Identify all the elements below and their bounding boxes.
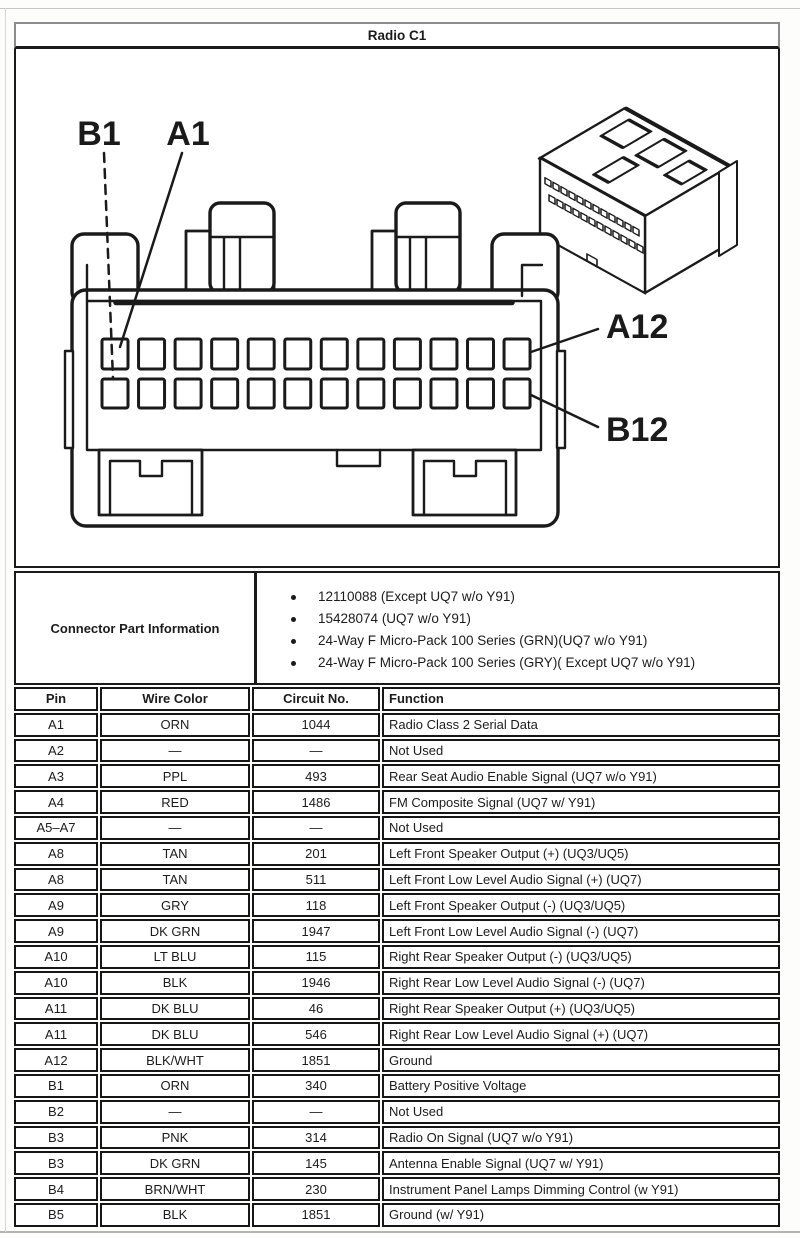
cell-function: Left Front Low Level Audio Signal (+) (UQ7) bbox=[382, 868, 780, 892]
cell-color: — bbox=[100, 1100, 250, 1124]
cell-circuit: 46 bbox=[252, 997, 380, 1021]
table-row bbox=[14, 1048, 780, 1072]
cell-pin: A10 bbox=[14, 971, 98, 995]
cell-circuit: 115 bbox=[252, 945, 380, 969]
cell-color: ORN bbox=[100, 713, 250, 737]
cell-circuit: 1946 bbox=[252, 971, 380, 995]
cell-function: Right Rear Low Level Audio Signal (+) (UQ7) bbox=[382, 1022, 780, 1046]
cell-color: BLK bbox=[100, 1203, 250, 1227]
cell-function: Not Used bbox=[382, 1100, 780, 1124]
cell-circuit: 1486 bbox=[252, 790, 380, 814]
latch-post-2 bbox=[396, 203, 460, 293]
table-row bbox=[14, 713, 780, 737]
cell-pin: A2 bbox=[14, 739, 98, 763]
cell-color: PNK bbox=[100, 1126, 250, 1150]
end-bracket-3d bbox=[719, 161, 737, 256]
cell-circuit: 1851 bbox=[252, 1048, 380, 1072]
cell-pin: B3 bbox=[14, 1151, 98, 1175]
table-row bbox=[14, 997, 780, 1021]
cell-pin: A11 bbox=[14, 1022, 98, 1046]
col-header-circuit: Circuit No. bbox=[252, 687, 380, 711]
cell-function: Not Used bbox=[382, 739, 780, 763]
left-side-step bbox=[65, 351, 73, 448]
connector-diagram-panel bbox=[14, 49, 780, 568]
cell-circuit: — bbox=[252, 739, 380, 763]
cell-pin: A11 bbox=[14, 997, 98, 1021]
cell-circuit: 314 bbox=[252, 1126, 380, 1150]
col-header-function: Function bbox=[382, 687, 780, 711]
cell-color: PPL bbox=[100, 764, 250, 788]
table-header-row bbox=[14, 687, 780, 711]
cell-circuit: 145 bbox=[252, 1151, 380, 1175]
part-info-text: 24-Way F Micro-Pack 100 Series (GRY)( Except UQ7 w/o Y91) bbox=[318, 655, 696, 670]
bottom-tab-right bbox=[413, 450, 516, 515]
table-row bbox=[14, 842, 780, 866]
table-row bbox=[14, 816, 780, 840]
connector-diagram bbox=[16, 49, 778, 564]
page-title: Radio C1 bbox=[367, 27, 427, 43]
cell-color: — bbox=[100, 739, 250, 763]
cell-function: Right Rear Speaker Output (+) (UQ3/UQ5) bbox=[382, 997, 780, 1021]
part-info-item bbox=[291, 586, 772, 608]
cell-color: DK GRN bbox=[100, 1151, 250, 1175]
table-row bbox=[14, 1203, 780, 1227]
label-a1: A1 bbox=[166, 115, 210, 153]
cell-circuit: 511 bbox=[252, 868, 380, 892]
cell-circuit: — bbox=[252, 1100, 380, 1124]
right-side-step bbox=[557, 351, 565, 448]
cell-color: BLK/WHT bbox=[100, 1048, 250, 1072]
page-edge-line-top bbox=[0, 8, 800, 9]
cell-pin: A4 bbox=[14, 790, 98, 814]
bullet-icon bbox=[291, 617, 296, 622]
cell-function: Not Used bbox=[382, 816, 780, 840]
part-info-text: 12110088 (Except UQ7 w/o Y91) bbox=[318, 589, 515, 604]
col-header-color: Wire Color bbox=[100, 687, 250, 711]
table-row bbox=[14, 764, 780, 788]
cell-pin: B3 bbox=[14, 1126, 98, 1150]
connector-part-info-section bbox=[14, 571, 780, 685]
bottom-tab-left bbox=[99, 450, 202, 515]
cell-function: Instrument Panel Lamps Dimming Control (w Y91) bbox=[382, 1177, 780, 1201]
part-info-text: 24-Way F Micro-Pack 100 Series (GRN)(UQ7 w/o Y91) bbox=[318, 633, 648, 648]
cell-pin: A5–A7 bbox=[14, 816, 98, 840]
cell-color: TAN bbox=[100, 868, 250, 892]
cell-pin: A8 bbox=[14, 868, 98, 892]
cell-color: DK GRN bbox=[100, 919, 250, 943]
cell-pin: B2 bbox=[14, 1100, 98, 1124]
latch-post-1 bbox=[210, 203, 274, 293]
title-bar bbox=[14, 22, 780, 49]
page-edge-line-bottom bbox=[0, 1231, 800, 1233]
cell-color: GRY bbox=[100, 893, 250, 917]
cell-circuit: 1851 bbox=[252, 1203, 380, 1227]
table-row bbox=[14, 1100, 780, 1124]
cell-function: Ground (w/ Y91) bbox=[382, 1203, 780, 1227]
cell-color: — bbox=[100, 816, 250, 840]
cell-color: RED bbox=[100, 790, 250, 814]
cell-function: Rear Seat Audio Enable Signal (UQ7 w/o Y91) bbox=[382, 764, 780, 788]
part-info-text: 15428074 (UQ7 w/o Y91) bbox=[318, 611, 471, 626]
bullet-icon bbox=[291, 639, 296, 644]
cell-pin: A8 bbox=[14, 842, 98, 866]
cell-circuit: 546 bbox=[252, 1022, 380, 1046]
connector-3d-view bbox=[540, 108, 737, 293]
label-a12: A12 bbox=[606, 308, 669, 346]
cell-color: DK BLU bbox=[100, 997, 250, 1021]
cell-circuit: 118 bbox=[252, 893, 380, 917]
bullet-icon bbox=[291, 595, 296, 600]
table-row bbox=[14, 739, 780, 763]
table-row bbox=[14, 1022, 780, 1046]
cell-color: DK BLU bbox=[100, 1022, 250, 1046]
cell-pin: A10 bbox=[14, 945, 98, 969]
cell-color: LT BLU bbox=[100, 945, 250, 969]
cell-color: TAN bbox=[100, 842, 250, 866]
part-info-item bbox=[291, 652, 772, 674]
pinout-table bbox=[12, 685, 782, 1229]
table-row bbox=[14, 868, 780, 892]
cell-color: BRN/WHT bbox=[100, 1177, 250, 1201]
table-row bbox=[14, 1074, 780, 1098]
cell-pin: A9 bbox=[14, 919, 98, 943]
table-row bbox=[14, 945, 780, 969]
table-row bbox=[14, 1126, 780, 1150]
table-row bbox=[14, 790, 780, 814]
cell-circuit: 230 bbox=[252, 1177, 380, 1201]
cell-circuit: 493 bbox=[252, 764, 380, 788]
cell-function: FM Composite Signal (UQ7 w/ Y91) bbox=[382, 790, 780, 814]
cell-pin: B5 bbox=[14, 1203, 98, 1227]
cell-function: Right Rear Speaker Output (-) (UQ3/UQ5) bbox=[382, 945, 780, 969]
table-row bbox=[14, 1151, 780, 1175]
cell-function: Radio On Signal (UQ7 w/o Y91) bbox=[382, 1126, 780, 1150]
cell-circuit: — bbox=[252, 816, 380, 840]
cell-color: BLK bbox=[100, 971, 250, 995]
cell-function: Left Front Speaker Output (-) (UQ3/UQ5) bbox=[382, 893, 780, 917]
cell-circuit: 340 bbox=[252, 1074, 380, 1098]
cell-pin: A9 bbox=[14, 893, 98, 917]
col-header-pin: Pin bbox=[14, 687, 98, 711]
cell-pin: A3 bbox=[14, 764, 98, 788]
cell-pin: B1 bbox=[14, 1074, 98, 1098]
cell-pin: A12 bbox=[14, 1048, 98, 1072]
bullet-icon bbox=[291, 661, 296, 666]
table-row bbox=[14, 971, 780, 995]
table-row bbox=[14, 1177, 780, 1201]
cell-function: Left Front Speaker Output (+) (UQ3/UQ5) bbox=[382, 842, 780, 866]
page-edge-line-left bbox=[5, 8, 6, 1232]
cell-function: Radio Class 2 Serial Data bbox=[382, 713, 780, 737]
cell-function: Antenna Enable Signal (UQ7 w/ Y91) bbox=[382, 1151, 780, 1175]
part-info-item bbox=[291, 608, 772, 630]
cell-circuit: 1044 bbox=[252, 713, 380, 737]
cell-function: Left Front Low Level Audio Signal (-) (UQ7) bbox=[382, 919, 780, 943]
part-info-item bbox=[291, 630, 772, 652]
cell-circuit: 201 bbox=[252, 842, 380, 866]
label-b1: B1 bbox=[77, 115, 121, 153]
cell-function: Ground bbox=[382, 1048, 780, 1072]
cell-color: ORN bbox=[100, 1074, 250, 1098]
cell-pin: A1 bbox=[14, 713, 98, 737]
cell-function: Battery Positive Voltage bbox=[382, 1074, 780, 1098]
cell-function: Right Rear Low Level Audio Signal (-) (UQ7) bbox=[382, 971, 780, 995]
part-info-list bbox=[257, 573, 778, 683]
table-row bbox=[14, 893, 780, 917]
table-row bbox=[14, 919, 780, 943]
label-b12: B12 bbox=[606, 411, 669, 449]
connector-face-view bbox=[65, 203, 565, 526]
cell-circuit: 1947 bbox=[252, 919, 380, 943]
part-info-label: Connector Part Information bbox=[16, 573, 257, 683]
cell-pin: B4 bbox=[14, 1177, 98, 1201]
document-frame bbox=[14, 22, 780, 1229]
